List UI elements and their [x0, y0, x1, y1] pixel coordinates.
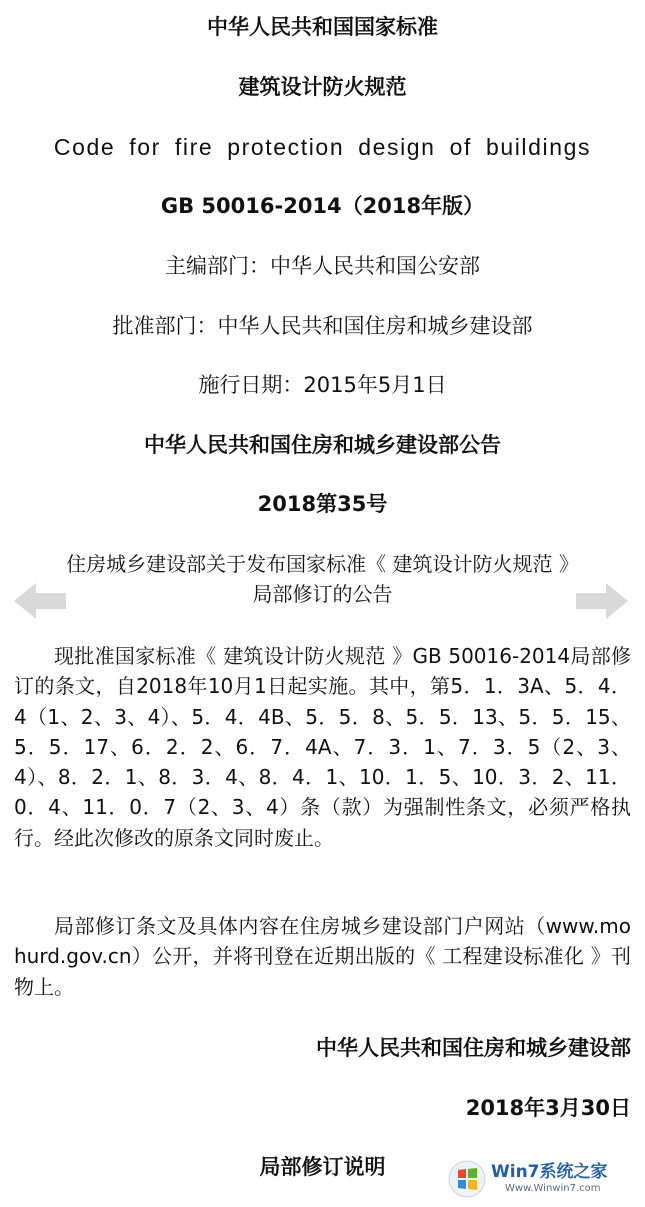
announcement-paragraph-1: 现批准国家标准《 建筑设计防火规范 》GB 50016-2014局部修订的条文，自2018年10月1日起实施。其中，第5．1．3A、5．4．4（1、2、3、4）、5．4．4B、5．5．8、5．5．13、5．5．15、5．5．17、6．2．2、6．7．4A、7．3．1、7．3．5（2、3、4）、8．2．1、8．3．4、8．4．1、10．1．5、10．3．2、11．0．4、11．0．7（2、3、4）条（款）为强制性条文，必须严格执行。经此次修改的原条文同时废止。: [14, 644, 631, 850]
standard-title-cn: 建筑设计防火规范: [238, 75, 407, 99]
announcement-signature: 中华人民共和国住房和城乡建设部: [316, 1036, 631, 1060]
announcement-title-line1: 住房城乡建设部关于发布国家标准《 建筑设计防火规范 》: [66, 552, 579, 576]
arrow-left-icon: [14, 583, 66, 619]
prev-page-button[interactable]: [14, 583, 66, 619]
editor-department: 主编部门：中华人民共和国公安部: [165, 254, 480, 278]
announcement-paragraph-2: 局部修订条文及具体内容在住房城乡建设部门户网站（www.mohurd.gov.cn）公开，并将刊登在近期出版的《 工程建设标准化 》刊物上。: [14, 914, 631, 999]
announcement-number: 2018第35号: [257, 492, 388, 516]
approver-department: 批准部门：中华人民共和国住房和城乡建设部: [112, 314, 533, 338]
announcement-heading: 中华人民共和国住房和城乡建设部公告: [144, 433, 501, 457]
effective-date: 施行日期：2015年5月1日: [198, 373, 447, 397]
watermark-text: Win7系统之家: [491, 1162, 608, 1182]
announcement-title: [0, 549, 645, 609]
watermark-url: Www.Winwin7.com: [505, 1183, 601, 1194]
next-page-button[interactable]: [576, 583, 628, 619]
announcement-title-line2: 局部修订的公告: [252, 582, 393, 606]
standard-issuer: 中华人民共和国国家标准: [207, 15, 438, 39]
standard-code: GB 50016-2014（2018年版）: [160, 194, 485, 218]
arrow-right-icon: [576, 583, 628, 619]
section-heading: 局部修订说明: [259, 1155, 386, 1179]
announcement-date: 2018年3月30日: [465, 1096, 631, 1120]
watermark-logo: [445, 1153, 645, 1203]
standard-title-en: Code for fire protection design of buildings: [53, 134, 592, 160]
